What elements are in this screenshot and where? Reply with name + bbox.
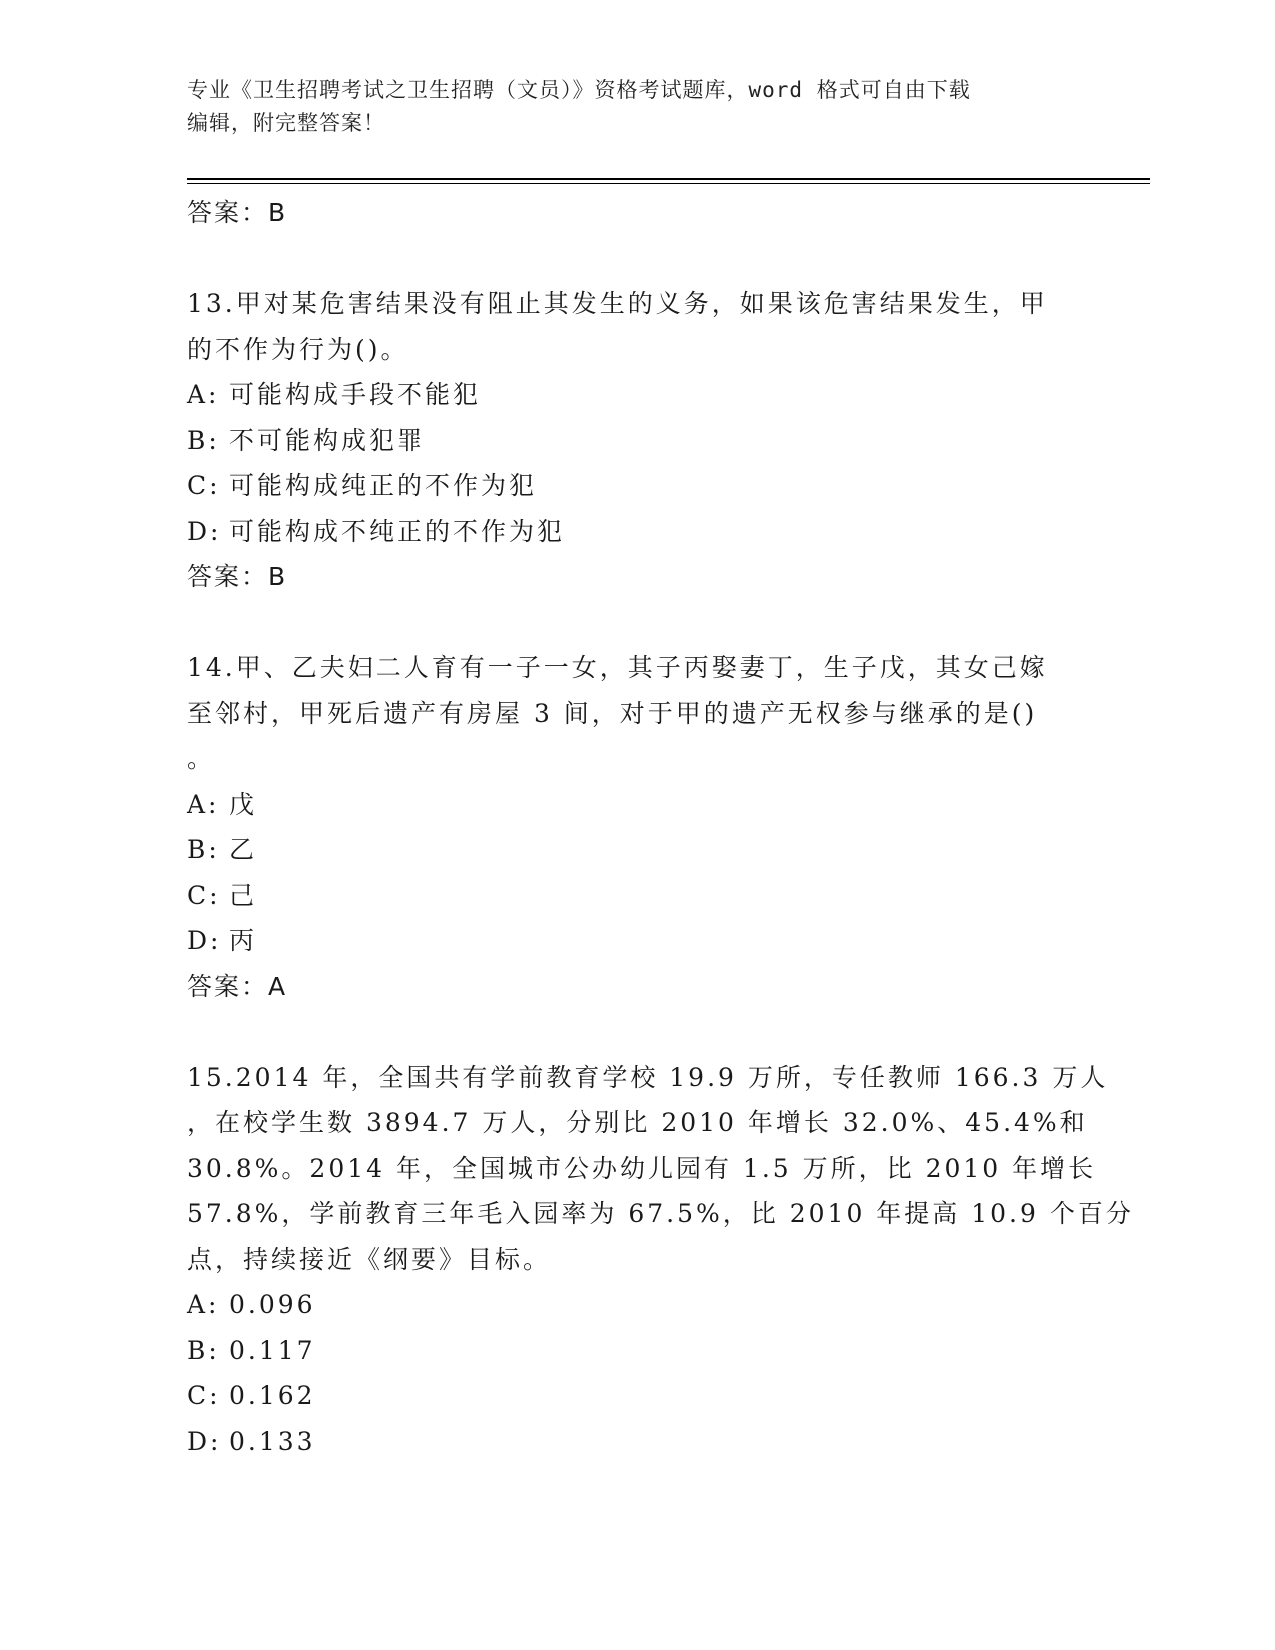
option-text: 0.117 — [229, 1335, 316, 1365]
header-rule-thin — [187, 183, 1150, 184]
option-label: C: — [187, 1381, 221, 1410]
option-label: D: — [187, 926, 222, 955]
option-text: 0.162 — [229, 1381, 316, 1410]
answer-line — [187, 554, 1087, 600]
spacer — [187, 236, 1087, 282]
option-c — [187, 463, 1087, 509]
question-text-line: 点，持续接近《纲要》目标。 — [187, 1244, 552, 1274]
question-content — [187, 190, 1134, 1464]
answer-prefix: 答案： — [187, 971, 269, 1001]
question-text-line: 30.8%。2014 年，全国城市公办幼儿园有 1.5 万所，比 2010 年增长 — [187, 1153, 1097, 1183]
answer-prefix: 答案： — [187, 198, 269, 227]
question-text-line: 13.甲对某危害结果没有阻止其发生的义务，如果该危害结果发生，甲 — [187, 289, 1048, 318]
option-label: A: — [187, 380, 220, 409]
question-text-line: ，在校学生数 3894.7 万人，分别比 2010 年增长 32.0%、45.4%和 — [187, 1108, 1088, 1137]
option-label: B: — [187, 835, 220, 864]
option-d — [187, 509, 1087, 555]
option-text: 丙 — [229, 926, 258, 955]
option-text: 可能构成纯正的不作为犯 — [229, 471, 538, 500]
option-text: 0.096 — [229, 1290, 316, 1319]
question-text-line: 14.甲、乙夫妇二人育有一子一女，其子丙娶妻丁，生子戊，其女己嫁 — [187, 653, 1048, 682]
header-line-2: 编辑，附完整答案！ — [187, 111, 385, 135]
option-text: 0.133 — [229, 1426, 316, 1456]
option-text: 乙 — [229, 835, 258, 864]
option-label: C: — [187, 880, 221, 910]
option-c — [187, 873, 1087, 919]
option-label: D: — [187, 1426, 222, 1456]
option-label: A: — [187, 789, 220, 819]
document-header — [187, 74, 1077, 140]
answer-value: B — [268, 562, 288, 591]
question-text-line: 57.8%，学前教育三年毛入园率为 67.5%，比 2010 年提高 10.9 个百分 — [187, 1199, 1134, 1228]
option-d — [187, 918, 1087, 964]
option-label: C: — [187, 471, 221, 500]
option-label: D: — [187, 516, 222, 546]
option-b — [187, 827, 1087, 873]
option-c — [187, 1373, 1087, 1419]
question-text-line: 的不作为行为()。 — [187, 334, 409, 364]
option-a — [187, 372, 1087, 418]
option-text: 戊 — [229, 789, 258, 819]
option-a — [187, 782, 1087, 828]
option-b — [187, 418, 1087, 464]
answer-value: B — [268, 198, 288, 227]
option-b — [187, 1328, 1087, 1374]
answer-line — [187, 190, 1087, 236]
answer-line — [187, 964, 1087, 1010]
option-d — [187, 1419, 1087, 1465]
question-text-line: 。 — [187, 744, 216, 773]
option-a — [187, 1282, 1087, 1328]
option-text: 可能构成手段不能犯 — [229, 380, 482, 409]
option-label: B: — [187, 425, 220, 455]
option-label: A: — [187, 1290, 220, 1319]
option-label: B: — [187, 1335, 220, 1365]
option-text: 可能构成不纯正的不作为犯 — [229, 516, 566, 546]
question-text-line: 15.2014 年，全国共有学前教育学校 19.9 万所，专任教师 166.3 万人 — [187, 1062, 1109, 1092]
answer-prefix: 答案： — [187, 562, 269, 591]
question-text-line: 至邻村，甲死后遗产有房屋 3 间，对于甲的遗产无权参与继承的是() — [187, 698, 1038, 728]
spacer — [187, 600, 1087, 646]
option-text: 不可能构成犯罪 — [229, 425, 426, 455]
question-13 — [187, 281, 1087, 600]
option-text: 己 — [229, 880, 258, 910]
question-14 — [187, 645, 1087, 1009]
spacer — [187, 1009, 1087, 1055]
question-15 — [187, 1055, 1134, 1465]
answer-value: A — [268, 971, 288, 1001]
header-rule-thick — [187, 178, 1150, 180]
header-line-1: 专业《卫生招聘考试之卫生招聘（文员）》资格考试题库，word 格式可自由下载 — [187, 78, 971, 102]
